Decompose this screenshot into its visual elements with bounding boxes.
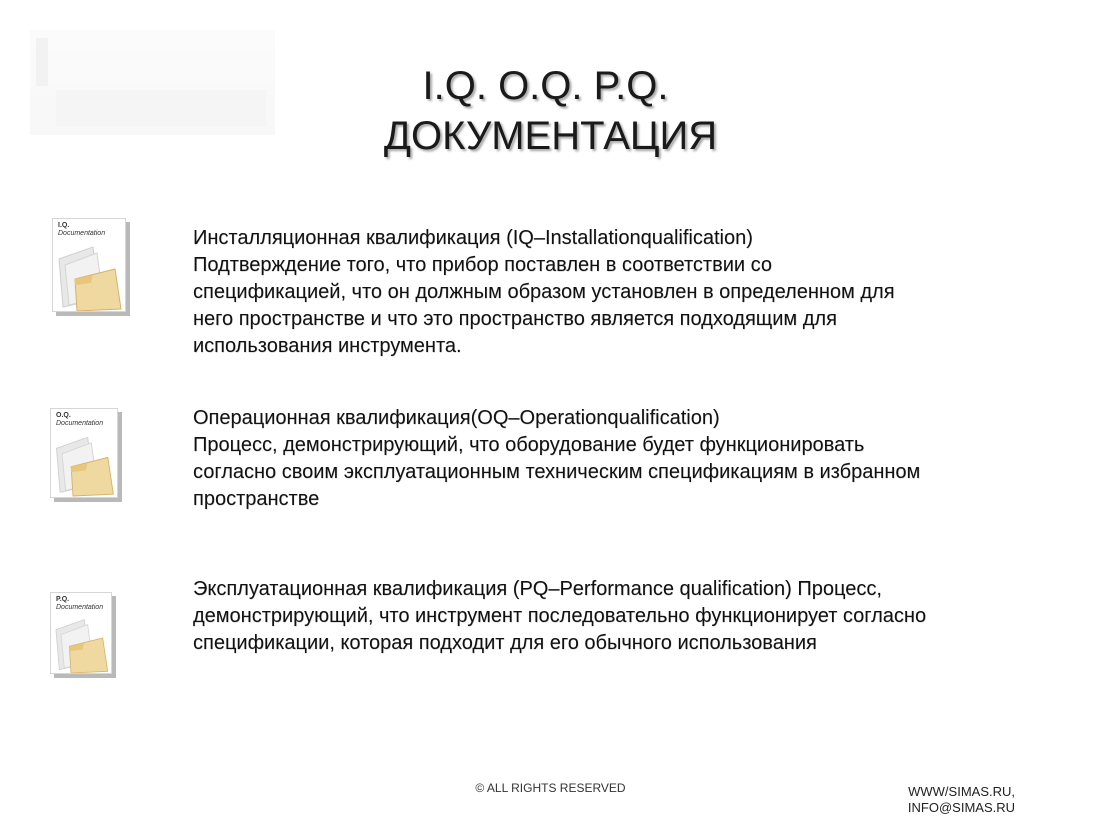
oq-icon-code: O.Q.	[56, 412, 71, 419]
document-folder-icon	[51, 429, 117, 497]
website-link[interactable]: WWW/SIMAS.RU,	[908, 784, 1015, 799]
pq-icon-caption: Documentation	[56, 604, 104, 611]
pq-heading: Эксплуатационная квалификация (PQ–Performance qualification) Процесс,	[193, 578, 882, 600]
oq-section	[193, 405, 920, 513]
oq-document-icon	[50, 408, 118, 498]
pq-section	[193, 576, 926, 657]
copyright-notice: © ALL RIGHTS RESERVED	[475, 781, 626, 795]
oq-text-line: согласно своим эксплуатационным техническим спецификациям в избранном	[193, 461, 921, 483]
oq-icon-caption: Documentation	[56, 420, 104, 427]
title-line-1: I.Q. O.Q. P.Q.	[422, 64, 669, 108]
iq-icon-caption: Documentation	[58, 230, 106, 237]
pq-text-line: демонстрирующий, что инструмент последовательно функционирует согласно	[193, 605, 927, 627]
pq-text-line: спецификации, которая подходит для его обычного использования	[193, 632, 817, 654]
contact-info	[908, 784, 1015, 816]
oq-text-line: Процесс, демонстрирующий, что оборудование будет функционировать	[193, 434, 865, 456]
page-title	[0, 62, 1101, 160]
oq-icon-label	[56, 412, 103, 428]
iq-icon-code: I.Q.	[58, 222, 70, 229]
iq-heading: Инсталляционная квалификация (IQ–Installationqualification)	[193, 227, 753, 249]
email-link[interactable]: INFO@SIMAS.RU	[907, 800, 1015, 815]
document-folder-icon	[51, 613, 111, 673]
iq-icon-label	[58, 222, 105, 238]
title-line-2: ДОКУМЕНТАЦИЯ	[383, 114, 718, 158]
oq-text-line: пространстве	[193, 488, 320, 510]
iq-section	[193, 225, 895, 360]
pq-icon-code: P.Q.	[56, 596, 70, 603]
pq-icon-label	[56, 596, 103, 612]
pq-document-icon	[50, 592, 112, 674]
iq-text-line: спецификацией, что он должным образом установлен в определенном для	[193, 281, 895, 303]
iq-document-icon	[52, 218, 126, 312]
iq-text-line: Подтверждение того, что прибор поставлен в соответствии со	[193, 254, 772, 276]
oq-heading: Операционная квалификация(OQ–Operationqualification)	[193, 407, 720, 429]
iq-text-line: него пространстве и что это пространство является подходящим для	[193, 308, 837, 330]
iq-text-line: использования инструмента.	[193, 335, 462, 357]
document-folder-icon	[53, 239, 125, 311]
